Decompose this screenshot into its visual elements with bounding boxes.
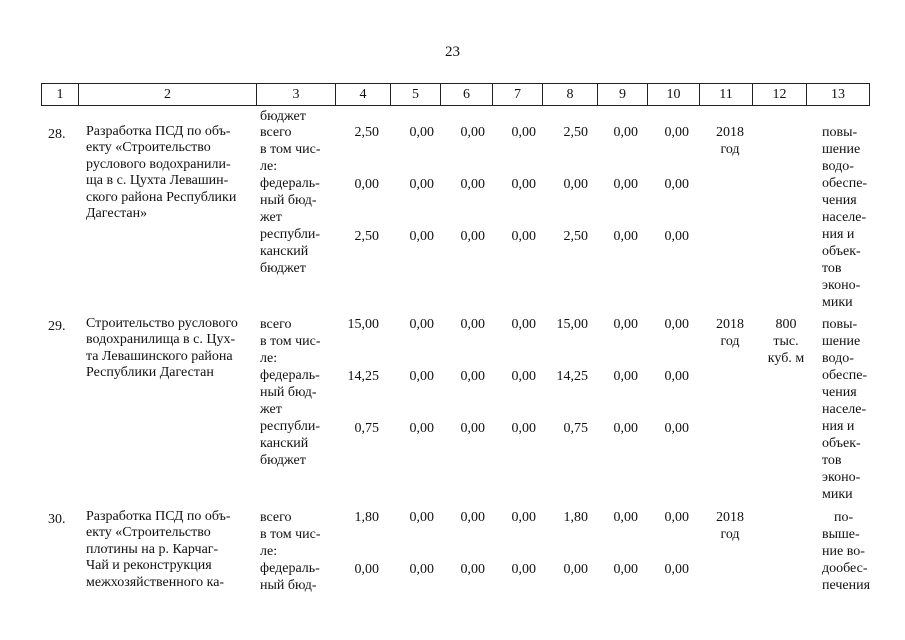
header-cell-2: 2	[79, 84, 257, 106]
result-line: объек-	[822, 436, 861, 451]
value-cell: 0,00	[613, 421, 638, 436]
column-header-row	[42, 84, 870, 106]
year-line: год	[720, 334, 740, 349]
result-cell	[822, 509, 878, 594]
value-cell: 0,00	[354, 562, 379, 577]
value-cell: 0,00	[460, 562, 485, 577]
value-cell: 1,80	[354, 510, 379, 525]
header-cell-6: 6	[441, 84, 493, 106]
header-cell-8: 8	[543, 84, 598, 106]
capacity-line: 800	[775, 317, 797, 332]
value-cell: 0,00	[511, 177, 536, 192]
result-line: чения	[822, 193, 857, 208]
value-cell: 0,00	[664, 229, 689, 244]
name-line: Республики Дагестан	[86, 365, 214, 381]
source-line: бюджет	[260, 453, 306, 468]
year-cell	[709, 509, 751, 543]
value-cell: 0,00	[511, 510, 536, 525]
header-cell-7: 7	[493, 84, 543, 106]
header-cell-4: 4	[336, 84, 391, 106]
result-line: шение	[822, 142, 861, 157]
result-line: повы-	[822, 317, 858, 332]
row-name	[86, 316, 248, 382]
header-cell-5: 5	[391, 84, 441, 106]
value-cell: 0,00	[460, 317, 485, 332]
name-line: Разработка ПСД по объ-	[86, 124, 231, 139]
result-line: печения	[822, 578, 871, 593]
result-line: по-	[834, 510, 854, 525]
result-line: объек-	[822, 244, 861, 259]
value-cell: 0,00	[354, 177, 379, 192]
result-line: ние во-	[822, 544, 865, 559]
capacity-line: куб. м	[767, 351, 805, 366]
value-cell: 0,00	[613, 177, 638, 192]
source-line: бюджет	[260, 261, 306, 276]
result-line: водо-	[822, 159, 854, 174]
value-cell: 0,00	[460, 369, 485, 384]
name-line: ща в с. Цухта Левашин-	[86, 173, 229, 189]
value-cell: 0,00	[460, 177, 485, 192]
value-cell: 2,50	[354, 229, 379, 244]
source-line: ный бюд-	[260, 193, 317, 208]
year-line: 2018	[716, 125, 744, 140]
funding-source-label	[260, 509, 321, 594]
result-cell	[822, 316, 878, 503]
result-line: тов	[822, 261, 842, 276]
result-line: обеспе-	[822, 176, 868, 191]
value-cell: 0,00	[613, 562, 638, 577]
year-line: 2018	[716, 510, 744, 525]
source-line: жет	[260, 402, 282, 417]
year-cell	[709, 124, 751, 158]
result-line: обеспе-	[822, 368, 868, 383]
source-line: республи-	[260, 227, 320, 242]
funding-source-label	[260, 124, 321, 277]
result-line: мики	[822, 295, 853, 310]
value-cell: 0,00	[664, 369, 689, 384]
result-line: ния и	[822, 419, 855, 434]
value-cell: 0,00	[613, 125, 638, 140]
value-cell: 0,00	[613, 229, 638, 244]
result-line: водо-	[822, 351, 854, 366]
name-line: водохранилища в с. Цух-	[86, 332, 236, 348]
value-cell: 0,00	[409, 125, 434, 140]
value-cell: 0,00	[511, 125, 536, 140]
source-line: всего	[260, 317, 292, 332]
carryover-text: бюджет	[260, 109, 306, 124]
header-cell-12: 12	[753, 84, 807, 106]
source-line: ле:	[260, 159, 278, 174]
value-cell: 0,00	[613, 510, 638, 525]
source-line: в том чис-	[260, 142, 321, 157]
page-number: 23	[445, 44, 460, 60]
result-line: мики	[822, 487, 853, 502]
value-cell: 0,00	[563, 177, 588, 192]
year-line: год	[720, 142, 740, 157]
value-cell: 0,00	[664, 510, 689, 525]
value-cell: 0,00	[460, 125, 485, 140]
value-cell: 0,00	[409, 177, 434, 192]
value-cell: 0,00	[409, 369, 434, 384]
year-cell	[709, 316, 751, 350]
row-name	[86, 509, 248, 591]
result-line: шение	[822, 334, 861, 349]
name-line: ского района Республики	[86, 189, 237, 205]
source-line: федераль-	[260, 561, 320, 576]
name-line: Дагестан»	[86, 206, 148, 222]
name-line: межхозяйственного ка-	[86, 574, 225, 590]
value-cell: 0,75	[354, 421, 379, 436]
source-line: всего	[260, 125, 292, 140]
year-line: 2018	[716, 317, 744, 332]
row-name	[86, 124, 248, 222]
source-line: федераль-	[260, 176, 320, 191]
value-cell: 0,00	[409, 562, 434, 577]
name-line: Чай и реконструкция	[86, 558, 212, 574]
value-cell: 0,75	[563, 421, 588, 436]
name-line: руслового водохранили-	[86, 156, 231, 172]
value-cell: 0,00	[511, 421, 536, 436]
name-line: Строительство руслового	[86, 316, 238, 331]
value-cell: 0,00	[511, 562, 536, 577]
capacity-line: тыс.	[773, 334, 799, 349]
value-cell: 0,00	[664, 317, 689, 332]
source-line: жет	[260, 210, 282, 225]
result-line: дообес-	[822, 561, 868, 576]
value-cell: 0,00	[511, 369, 536, 384]
source-line: всего	[260, 510, 292, 525]
source-line: ле:	[260, 544, 278, 559]
header-cell-9: 9	[598, 84, 648, 106]
result-line: повы-	[822, 125, 858, 140]
result-line: населе-	[822, 210, 867, 225]
source-line: федераль-	[260, 368, 320, 383]
value-cell: 0,00	[409, 421, 434, 436]
value-cell: 0,00	[511, 229, 536, 244]
value-cell: 0,00	[664, 177, 689, 192]
result-line: чения	[822, 385, 857, 400]
result-line: выше-	[822, 527, 860, 542]
value-cell: 0,00	[664, 562, 689, 577]
value-cell: 0,00	[409, 510, 434, 525]
source-line: республи-	[260, 419, 320, 434]
value-cell: 0,00	[409, 317, 434, 332]
value-cell: 14,25	[556, 369, 588, 384]
value-cell: 0,00	[664, 125, 689, 140]
name-line: Разработка ПСД по объ-	[86, 509, 231, 524]
source-line: ный бюд-	[260, 385, 317, 400]
value-cell: 2,50	[354, 125, 379, 140]
value-cell: 0,00	[511, 317, 536, 332]
source-line: ный бюд-	[260, 578, 317, 593]
result-line: населе-	[822, 402, 867, 417]
value-cell: 1,80	[563, 510, 588, 525]
header-cell-11: 11	[700, 84, 753, 106]
value-cell: 0,00	[460, 421, 485, 436]
result-line: эконо-	[822, 470, 861, 485]
row-number: 28.	[48, 127, 66, 142]
source-line: канский	[260, 244, 309, 259]
row-number: 30.	[48, 512, 66, 527]
result-line: тов	[822, 453, 842, 468]
name-line: екту «Строительство	[86, 525, 211, 541]
source-line: канский	[260, 436, 309, 451]
value-cell: 0,00	[613, 317, 638, 332]
header-cell-10: 10	[648, 84, 700, 106]
result-line: эконо-	[822, 278, 861, 293]
source-line: в том чис-	[260, 334, 321, 349]
header-cell-3: 3	[257, 84, 336, 106]
source-line: в том чис-	[260, 527, 321, 542]
column-header-table	[41, 83, 870, 106]
result-cell	[822, 124, 878, 311]
funding-source-label	[260, 316, 321, 469]
header-cell-13: 13	[807, 84, 870, 106]
value-cell: 0,00	[409, 229, 434, 244]
capacity-cell	[756, 316, 816, 367]
row-number: 29.	[48, 319, 66, 334]
name-line: та Левашинского района	[86, 348, 233, 364]
value-cell: 2,50	[563, 229, 588, 244]
result-line: ния и	[822, 227, 855, 242]
year-line: год	[720, 527, 740, 542]
name-line: екту «Строительство	[86, 140, 211, 156]
source-line: ле:	[260, 351, 278, 366]
value-cell: 0,00	[563, 562, 588, 577]
name-line: плотины на р. Карчаг-	[86, 541, 219, 557]
value-cell: 0,00	[460, 510, 485, 525]
value-cell: 0,00	[460, 229, 485, 244]
value-cell: 0,00	[664, 421, 689, 436]
value-cell: 14,25	[347, 369, 379, 384]
value-cell: 0,00	[613, 369, 638, 384]
value-cell: 2,50	[563, 125, 588, 140]
header-cell-1: 1	[42, 84, 79, 106]
value-cell: 15,00	[556, 317, 588, 332]
value-cell: 15,00	[347, 317, 379, 332]
